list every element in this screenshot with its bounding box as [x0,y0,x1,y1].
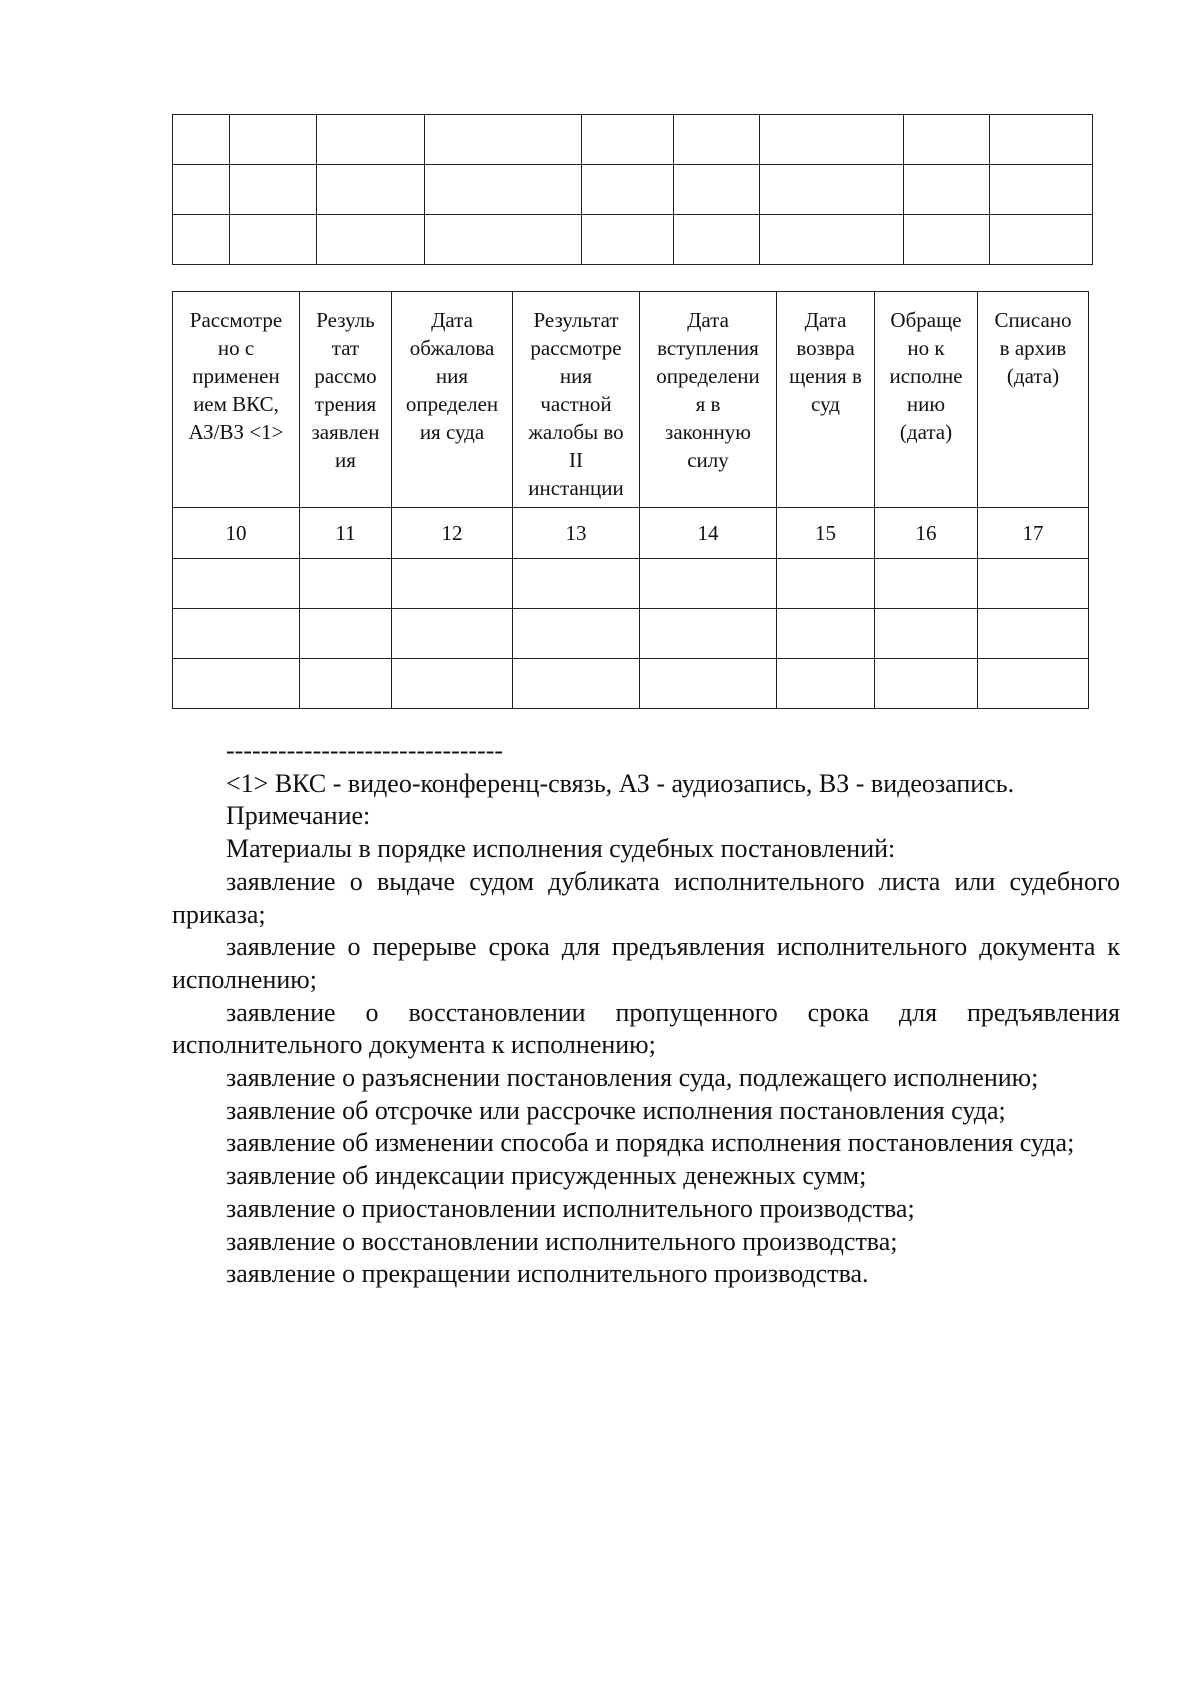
footnote-text: <1> ВКС - видео-конференц-связь, АЗ - аудиозапись, ВЗ - видеозапись. [226,768,1015,798]
column-header [392,292,513,508]
column-header-text: Дата возвра щения в суд [789,308,862,416]
table-cell [513,659,640,709]
table-cell [978,659,1089,709]
column-number: 11 [300,508,392,559]
table-cell [425,165,582,215]
table-cell [392,559,513,609]
table-cell [317,165,425,215]
table-cell [300,659,392,709]
column-number: 17 [978,508,1089,559]
table-cell [904,165,990,215]
table-cell [875,559,978,609]
table-cell [760,215,904,265]
table-cell [760,115,904,165]
table-cell [904,215,990,265]
list-item: заявление об изменении способа и порядка исполнения постановления суда; [226,1128,1075,1158]
column-number: 16 [875,508,978,559]
column-header [777,292,875,508]
column-number: 10 [173,508,300,559]
table-cell [173,115,230,165]
column-header-text: Рассмотре но с применен ием ВКС, АЗ/ВЗ <1> [188,308,284,444]
column-header [513,292,640,508]
table-cell [582,215,674,265]
column-header-text: Резуль тат рассмо трения заявлен ия [311,308,380,472]
column-header-text: Дата обжалова ния определен ия суда [405,308,499,444]
table-cell [317,215,425,265]
table-cell [300,559,392,609]
table-cell [760,165,904,215]
table-row [173,659,1089,709]
list-item: заявление об индексации присужденных денежных сумм; [226,1161,867,1191]
table-cell [173,609,300,659]
table-cell [173,215,230,265]
table-cell [990,215,1093,265]
table-cell [300,609,392,659]
column-number-row [173,508,1089,559]
table-cell [674,115,760,165]
column-header [640,292,777,508]
table-cell [513,609,640,659]
table-cell [640,609,777,659]
list-item: заявление о разъяснении постановления суда, подлежащего исполнению; [226,1063,1039,1093]
column-header [173,292,300,508]
table-cell [990,115,1093,165]
table-cell [230,215,317,265]
table-cell [317,115,425,165]
note-intro: Материалы в порядке исполнения судебных постановлений: [226,834,896,864]
table-cell [582,115,674,165]
column-header-text: Обраще но к исполне нию (дата) [889,308,963,444]
table-cell [777,609,875,659]
column-header-text: Результат рассмотре ния частной жалобы во II инстанции [528,308,624,500]
table-cell [978,559,1089,609]
table-row [173,115,1093,165]
column-header [875,292,978,508]
column-number: 13 [513,508,640,559]
footnote-separator: -------------------------------- [226,736,504,765]
table-cell [777,559,875,609]
table-cell [425,115,582,165]
table-cell [230,115,317,165]
table-cell [173,165,230,215]
list-item: заявление о восстановлении исполнительного производства; [226,1226,898,1256]
notes-section [172,735,1120,1291]
table-cell [904,115,990,165]
list-item: заявление об отсрочке или рассрочке исполнения постановления суда; [226,1095,1006,1125]
list-item: заявление о перерыве срока для предъявления исполнительного документа к исполнению; [172,932,1120,994]
table-row [173,609,1089,659]
table-row [173,559,1089,609]
table-cell [875,609,978,659]
table-cell [990,165,1093,215]
note-label: Примечание: [226,801,371,831]
column-number: 14 [640,508,777,559]
column-number: 15 [777,508,875,559]
table-cell [513,559,640,609]
header-row [173,292,1089,508]
table-cell [582,165,674,215]
column-number: 12 [392,508,513,559]
table-cell [392,609,513,659]
table-row [173,215,1093,265]
top-table [172,114,1093,265]
main-table [172,291,1089,709]
table-cell [674,215,760,265]
column-header [978,292,1089,508]
table-cell [173,559,300,609]
column-header [300,292,392,508]
table-cell [173,659,300,709]
table-cell [777,659,875,709]
column-header-text: Дата вступления определени я в законную силу [656,308,760,472]
table-cell [978,609,1089,659]
table-cell [640,659,777,709]
list-item: заявление о восстановлении пропущенного срока для предъявления исполнительного документа к исполнению; [172,997,1120,1060]
list-item: заявление о прекращении исполнительного производства. [226,1259,869,1289]
table-row [173,165,1093,215]
list-item: заявление о выдаче судом дубликата исполнительного листа или судебного приказа; [172,866,1120,929]
column-header-text: Списано в архив (дата) [994,308,1072,388]
table-cell [674,165,760,215]
table-cell [640,559,777,609]
table-cell [392,659,513,709]
table-cell [875,659,978,709]
list-item: заявление о приостановлении исполнительного производства; [226,1193,915,1223]
table-cell [230,165,317,215]
table-cell [425,215,582,265]
